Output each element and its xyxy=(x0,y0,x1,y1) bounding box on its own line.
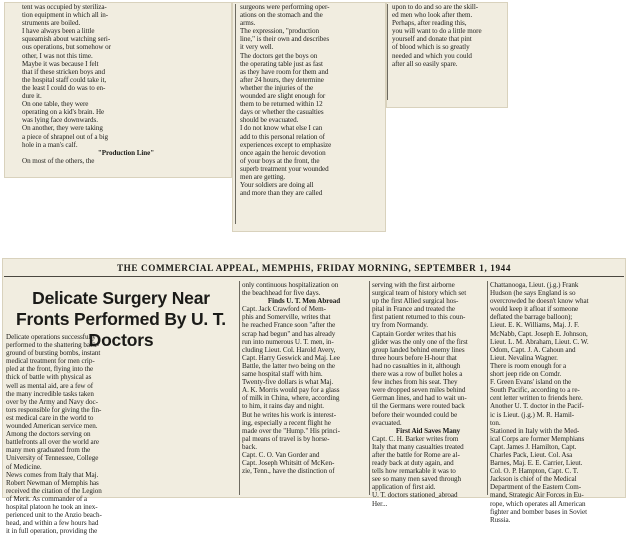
text-line: superb treatment your wounded xyxy=(240,164,329,173)
text-line: scrap had begun" and has already xyxy=(242,329,336,338)
text-line: Russia. xyxy=(490,515,511,524)
text-line: overcrowded he doesn't know what xyxy=(490,297,589,306)
text-line: medical treatment for men crip- xyxy=(6,357,95,366)
text-line: U. T. doctors stationed_abroad xyxy=(372,491,458,500)
text-line: Another U. T. doctor in the Pacif- xyxy=(490,402,584,411)
text-line: But he writes his work is interest- xyxy=(242,410,337,419)
text-line: The doctors get the boys on xyxy=(240,51,318,60)
text-line: est medical care in the world to xyxy=(6,413,94,422)
text-line: needed and which you could xyxy=(392,51,472,60)
text-line: Robert Newman of Memphis has xyxy=(6,478,99,487)
text-line: received the citation of the Legion xyxy=(6,486,102,495)
text-line: Italy that many casualties treated xyxy=(372,442,464,451)
text-line: same hospital staff with him. xyxy=(242,370,323,379)
text-line: arms. xyxy=(240,19,256,28)
text-line: pital in France and treated the xyxy=(372,305,455,314)
text-line: as they have room for them and xyxy=(240,67,329,76)
text-line: upon to do and so are the skill- xyxy=(392,3,479,11)
text-line: were dropped seven miles behind xyxy=(372,386,466,395)
text-line: wounded American service men. xyxy=(6,422,98,431)
text-line: three hours before H-hour that xyxy=(372,353,457,362)
text-line: a piece of shrapnel out of a big xyxy=(22,132,109,141)
text-line: There is room enough for a xyxy=(490,361,567,370)
masthead-rule xyxy=(4,276,624,277)
text-line: rope, which operates all American xyxy=(490,499,586,508)
text-line: I do not know what else I can xyxy=(240,124,323,133)
text-line: Capt. C. H. Barker writes from xyxy=(372,434,459,443)
bottom-column-3 xyxy=(372,281,484,508)
text-line: hospital platoon he took an inex- xyxy=(6,502,98,511)
text-line: ical Corps are former Memphians xyxy=(490,434,585,443)
text-line: first patient returned to this coun- xyxy=(372,313,466,322)
subheading: Finds U. T. Men Abroad xyxy=(267,297,341,306)
text-line: thick of battle with physical as xyxy=(6,373,92,382)
subheading: "Production Line" xyxy=(97,148,155,157)
text-line: group landed behind enemy lines xyxy=(372,345,465,354)
article-headline: Delicate Surgery Near Fronts Performed By U. T. Doctors xyxy=(16,288,226,350)
text-line: cent letter written to friends here. xyxy=(490,394,583,403)
text-line: made over the "Hump." His princi- xyxy=(242,426,340,435)
text-line: yourself and donate that pint xyxy=(392,35,472,44)
text-line: many men graduated from the xyxy=(6,446,91,455)
text-line: battlefronts all over the world are xyxy=(6,438,99,447)
text-line: fighter and bomber bases in Soviet xyxy=(490,507,587,516)
text-line: ous operations, but somehow or xyxy=(22,43,111,52)
text-line: of your boys at the front, the xyxy=(240,156,320,165)
text-line: it very well. xyxy=(240,43,274,52)
text-line: head, and within a few hours had xyxy=(6,519,99,528)
text-line: the beachhead for five days. xyxy=(242,289,321,298)
text-line: Among the doctors serving on xyxy=(6,430,91,439)
text-line: should be evacuated. xyxy=(240,116,299,125)
text-line: A. K. Morris would pay for a glass xyxy=(242,386,340,395)
bottom-column-1 xyxy=(6,333,236,535)
text-line: other, I was not this time. xyxy=(22,51,93,60)
text-line: hole in a man's calf. xyxy=(22,140,78,149)
text-line: wounded are slight enough for xyxy=(240,92,326,101)
text-line: would keep it afloat if someone xyxy=(490,305,579,314)
text-line: Hudson (he says England is so xyxy=(490,289,576,298)
text-line: back. xyxy=(242,442,257,451)
text-line: On most of the others, the xyxy=(22,156,95,165)
text-line: Captain Gorder writes that his xyxy=(372,329,456,338)
text-line: Odom, Capt. J. A. Cahoun and xyxy=(490,345,576,354)
text-line: McNabb, Capt. Joseph E. Johnson, xyxy=(490,329,588,338)
column-rule xyxy=(387,4,388,100)
text-line: On another, they were taking xyxy=(22,124,103,133)
text-line: ic is Lieut. (j.g.) M. R. Hamil- xyxy=(490,410,575,419)
text-line: operating on a kid's brain. He xyxy=(22,108,105,117)
text-line: Delicate operations successfully xyxy=(6,333,96,341)
text-line: dure it. xyxy=(22,92,42,101)
text-line: Her... xyxy=(372,499,388,508)
text-line: pal means of travel is by horse- xyxy=(242,434,330,443)
text-line: News comes from Italy that Maj. xyxy=(6,470,99,479)
text-line: performed to the shattering back- xyxy=(6,341,99,350)
text-line: tent was occupied by steriliza- xyxy=(22,3,107,11)
column-rule xyxy=(487,281,488,495)
text-line: of blood which is so greatly xyxy=(392,43,470,52)
text-line: short jeep ride on Comdr. xyxy=(490,370,562,379)
text-line: the many incredible tasks taken xyxy=(6,389,94,398)
text-line: South Pacific, according to a re- xyxy=(490,386,580,395)
text-line: serving with the first airborne xyxy=(372,281,455,289)
text-line: phis and Somerville, writes that xyxy=(242,313,331,322)
subheading: First Aid Saves Many xyxy=(395,426,461,435)
text-line: ed men who look after them. xyxy=(392,11,473,20)
text-line: well as mental aid, are a few of xyxy=(6,381,94,390)
text-line: whether the injuries of the xyxy=(240,83,314,92)
text-line: application of first aid. xyxy=(372,483,436,492)
text-line: he reached France soon "after the xyxy=(242,321,336,330)
text-line: of milk in China, where, according xyxy=(242,394,340,403)
bottom-column-4 xyxy=(490,281,622,524)
text-line: Capt. James J. Hamilton, Capt. xyxy=(490,442,577,451)
text-line: up the first Allied surgical hos- xyxy=(372,297,459,306)
text-line: Stationed in Italy with the Med- xyxy=(490,426,580,435)
text-line: them to be returned within 12 xyxy=(240,100,323,109)
text-line: after the battle for Rome are al- xyxy=(372,450,460,459)
text-line: deflated the barrage balloon); xyxy=(490,313,573,322)
text-line: Charles Pack, Lieut. Col. Asa xyxy=(490,450,573,459)
text-line: Jackson is chief of the Medical xyxy=(490,475,577,484)
text-line: was lying face downwards. xyxy=(22,116,98,125)
text-line: it in full operation, providing the xyxy=(6,527,98,535)
text-line: zie, Tenn., have the distinction of xyxy=(242,467,335,476)
text-line: struments are boiled. xyxy=(22,19,81,28)
text-line: glider was the only one of the first xyxy=(372,337,468,346)
text-line: Lieut. Nevalina Wagner. xyxy=(490,353,558,362)
text-line: had no casualties in it, although xyxy=(372,361,461,370)
text-line: On one table, they were xyxy=(22,100,89,109)
text-line: after 24 hours, they determine xyxy=(240,75,324,84)
text-line: once again the heroic devotion xyxy=(240,148,326,157)
text-line: Capt. Harry Geswick and Maj. Lee xyxy=(242,353,340,362)
text-line: ing, especially a recent flight he xyxy=(242,418,331,427)
text-line: Department of the Eastern Com- xyxy=(490,483,582,492)
text-line: that if these stricken boys and xyxy=(22,67,105,76)
column-rule xyxy=(235,4,236,224)
text-line: squeamish about watching seri- xyxy=(22,35,111,44)
newspaper-masthead: THE COMMERCIAL APPEAL, MEMPHIS, FRIDAY MORNING, SEPTEMBER 1, 1944 xyxy=(116,263,512,273)
text-line: line," is their own and describes xyxy=(240,35,330,44)
text-line: the hospital staff could take it, xyxy=(22,75,107,84)
text-line: try from Normandy. xyxy=(372,321,428,330)
text-line: I have always been a little xyxy=(22,27,95,36)
text-line: only continuous hospitalization on xyxy=(242,281,339,289)
text-line: the least I could do was to en- xyxy=(22,83,106,92)
text-line: Twenty-five dollars is what Maj. xyxy=(242,378,334,387)
text-line: Chattanooga, Lieut. (j.g.) Frank xyxy=(490,281,579,289)
text-line: surgeons were performing oper- xyxy=(240,3,330,11)
bottom-column-2 xyxy=(242,281,366,475)
text-line: The expression, "production xyxy=(240,27,319,36)
text-line: University of Tennessee, College xyxy=(6,454,99,463)
text-line: Lieut. E. K. Williams, Maj. J. F. xyxy=(490,321,579,330)
text-line: over by the Army and Navy doc- xyxy=(6,397,98,406)
text-line: mand, Strategic Air Forces in Eu- xyxy=(490,491,584,500)
text-line: after all so easily spare. xyxy=(392,59,458,68)
text-line: experiences except to emphasize xyxy=(240,140,332,149)
text-line: to him, it rains day and night. xyxy=(242,402,324,411)
text-line: you will want to do a little more xyxy=(392,27,482,36)
text-line: add to this personal relation of xyxy=(240,132,325,141)
top-column-2 xyxy=(240,3,382,197)
text-line: there was a row of bullet holes a xyxy=(372,370,463,379)
top-column-1 xyxy=(22,3,230,165)
column-rule xyxy=(239,281,240,495)
text-line: tells how remarkable it was to xyxy=(372,467,456,476)
text-line: Battle, the latter two being on the xyxy=(242,361,336,370)
text-line: perienced unit to the Anzio beach- xyxy=(6,511,102,520)
text-line: tion equipment in which all in- xyxy=(22,11,109,20)
text-line: ready back at duty again, and xyxy=(372,459,454,468)
top-column-3 xyxy=(392,3,504,68)
text-line: Col. O. P. Hampton, Capt. C. T. xyxy=(490,467,579,476)
text-line: men are getting. xyxy=(240,172,286,181)
text-line: few inches from his seat. They xyxy=(372,378,458,387)
text-line: German lines, and had to wait un- xyxy=(372,394,467,403)
text-line: Perhaps, after reading this, xyxy=(392,19,467,28)
text-line: before their wounded could be xyxy=(372,410,458,419)
text-line: the operating table just as fast xyxy=(240,59,323,68)
text-line: pled at the front, flying into the xyxy=(6,365,94,374)
text-line: Maybe it was because I felt xyxy=(22,59,99,68)
text-line: ground of bursting bombs, instant xyxy=(6,349,101,358)
text-line: Capt. C. O. Van Gorder and xyxy=(242,450,320,459)
text-line: surgical team of history which set xyxy=(372,289,467,298)
text-line: Barnes, Maj. E. E. Carrier, Lieut. xyxy=(490,459,583,468)
text-line: see so many men saved through xyxy=(372,475,461,484)
text-line: days or whether the casualties xyxy=(240,108,324,117)
text-line: tors responsible for giving the fin- xyxy=(6,405,102,414)
text-line: ton. xyxy=(490,418,501,427)
text-line: F. Green Evans' island on the xyxy=(490,378,572,387)
text-line: run into numerous U. T. men, in- xyxy=(242,337,334,346)
text-line: Lieut. L. M. Abraham, Lieut. C. W. xyxy=(490,337,589,346)
text-line: of Medicine. xyxy=(6,462,42,471)
text-line: Capt. Joseph Whitsitt of McKen- xyxy=(242,459,335,468)
column-rule xyxy=(369,281,370,495)
text-line: til the Germans were routed back xyxy=(372,402,465,411)
text-line: cluding Lieut. Col. Harold Avery, xyxy=(242,345,336,354)
text-line: Capt. Jack Crawford of Mem- xyxy=(242,305,326,314)
text-line: of Merit. As commander of a xyxy=(6,494,87,503)
text-line: evacuated. xyxy=(372,418,402,427)
text-line: and more than they are called xyxy=(240,189,323,198)
text-line: Your soldiers are doing all xyxy=(240,181,314,190)
text-line: ations on the stomach and the xyxy=(240,11,323,20)
